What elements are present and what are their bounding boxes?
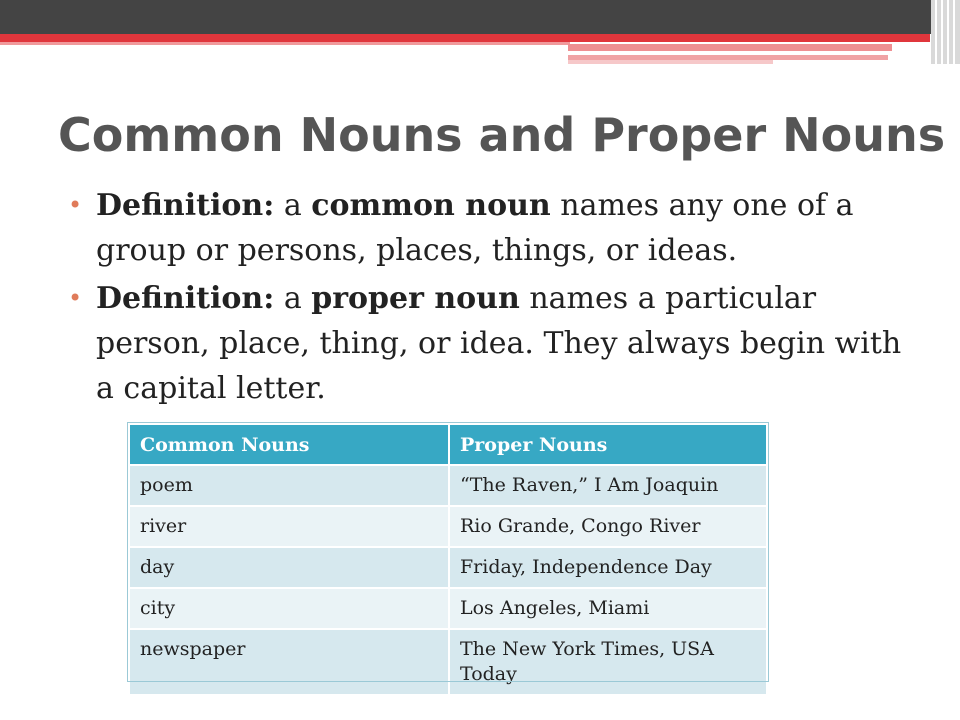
proper-noun-cell: The New York Times, USA Today xyxy=(449,629,767,695)
definition-label: Definition: xyxy=(96,188,275,223)
accent-band xyxy=(568,44,892,51)
definition-proper-noun xyxy=(68,276,908,411)
definition-text: a xyxy=(274,281,312,316)
proper-noun-cell: “The Raven,” I Am Joaquin xyxy=(449,465,767,506)
common-noun-cell: poem xyxy=(129,465,449,506)
bullet-dot-icon: • xyxy=(68,191,83,219)
bullet-dot-icon: • xyxy=(68,284,83,312)
common-noun-cell: river xyxy=(129,506,449,547)
column-header-proper: Proper Nouns xyxy=(449,424,767,465)
stripe xyxy=(941,0,943,64)
table-row xyxy=(129,465,767,506)
definition-text: a xyxy=(274,188,312,223)
table-row xyxy=(129,629,767,695)
common-noun-cell: city xyxy=(129,588,449,629)
top-bar xyxy=(0,0,960,34)
table-row xyxy=(129,588,767,629)
definition-text: names any one of a group or persons, places, things, or ideas. xyxy=(96,188,854,268)
definition-term: proper noun xyxy=(311,281,520,316)
proper-noun-cell: Friday, Independence Day xyxy=(449,547,767,588)
table-header-row xyxy=(129,424,767,465)
table-row xyxy=(129,506,767,547)
accent-band xyxy=(0,42,570,45)
slide-title: Common Nouns and Proper Nouns xyxy=(58,108,946,162)
stripe xyxy=(935,0,937,64)
accent-line xyxy=(0,34,930,42)
definition-term: common noun xyxy=(311,188,551,223)
corner-stripes xyxy=(931,0,960,64)
accent-band xyxy=(568,60,773,64)
stripe xyxy=(953,0,955,64)
proper-noun-cell: Los Angeles, Miami xyxy=(449,588,767,629)
proper-noun-cell: Rio Grande, Congo River xyxy=(449,506,767,547)
definition-common-noun xyxy=(68,183,908,273)
definition-text: names a particular person, place, thing, or idea. They always begin with a capital letter. xyxy=(96,281,902,406)
common-noun-cell: newspaper xyxy=(129,629,449,695)
table-row xyxy=(129,547,767,588)
definition-label: Definition: xyxy=(96,281,275,316)
stripe xyxy=(947,0,949,64)
nouns-table xyxy=(128,423,768,696)
column-header-common: Common Nouns xyxy=(129,424,449,465)
common-noun-cell: day xyxy=(129,547,449,588)
definition-list xyxy=(68,183,908,414)
